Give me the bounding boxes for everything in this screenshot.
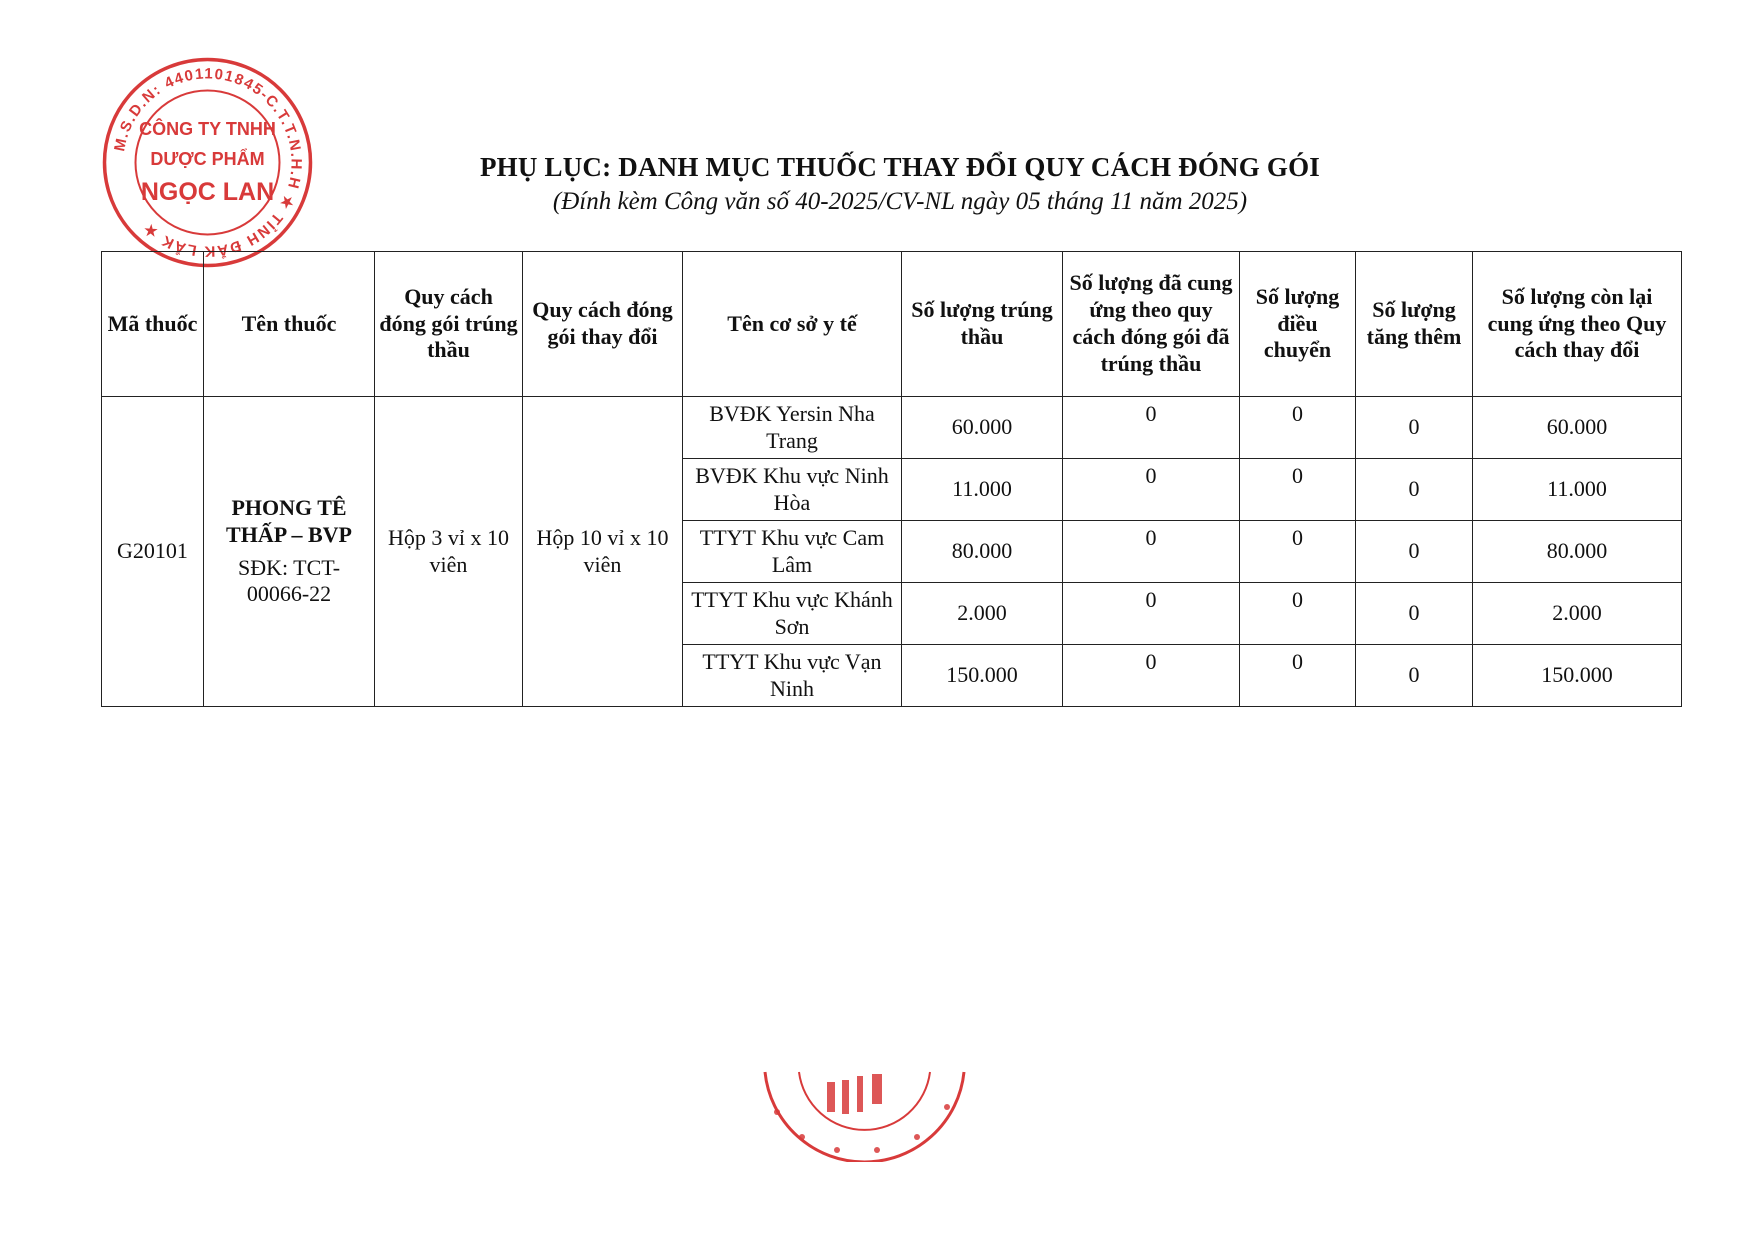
qty-transferred-cell: 0 (1240, 459, 1356, 521)
header-drug-code: Mã thuốc (102, 252, 204, 397)
company-stamp (100, 55, 315, 270)
svg-text:DƯỢC PHẨM: DƯỢC PHẨM (150, 149, 265, 169)
qty-remaining-cell: 2.000 (1473, 583, 1682, 645)
drug-packaging-table (101, 251, 1682, 707)
qty-transferred-cell: 0 (1240, 583, 1356, 645)
qty-supplied-cell: 0 (1063, 521, 1240, 583)
qty-won-cell: 60.000 (902, 397, 1063, 459)
partial-stamp-fragment (757, 1052, 972, 1162)
header-qty-transferred: Số lượng điều chuyển (1240, 252, 1356, 397)
qty-remaining-cell: 60.000 (1473, 397, 1682, 459)
qty-remaining-cell: 11.000 (1473, 459, 1682, 521)
qty-won-cell: 80.000 (902, 521, 1063, 583)
header-qty-added: Số lượng tăng thêm (1356, 252, 1473, 397)
qty-transferred-cell: 0 (1240, 397, 1356, 459)
header-pack-won: Quy cách đóng gói trúng thầu (375, 252, 523, 397)
table-row (102, 397, 1682, 459)
header-drug-name: Tên thuốc (204, 252, 375, 397)
qty-supplied-cell: 0 (1063, 645, 1240, 707)
qty-transferred-cell: 0 (1240, 521, 1356, 583)
qty-supplied-cell: 0 (1063, 459, 1240, 521)
qty-remaining-cell: 150.000 (1473, 645, 1682, 707)
facility-cell: BVĐK Khu vực Ninh Hòa (683, 459, 902, 521)
header-facility: Tên cơ sở y tế (683, 252, 902, 397)
pack-won-cell: Hộp 3 vỉ x 10 viên (375, 397, 523, 707)
header-qty-supplied: Số lượng đã cung ứng theo quy cách đóng gói đã trúng thầu (1063, 252, 1240, 397)
page-title: PHỤ LỤC: DANH MỤC THUỐC THAY ĐỔI QUY CÁCH ĐÓNG GÓI (479, 152, 1321, 182)
table-header-row (102, 252, 1682, 397)
svg-text:M.S.D.N: 4401101845-C.T.T.N.H.: M.S.D.N: 4401101845-C.T.T.N.H.H ★ TỈNH ĐẮK LẮK ★ (111, 65, 305, 260)
drug-name: PHONG TÊ THẤP – BVP (226, 494, 352, 547)
qty-transferred-cell: 0 (1240, 645, 1356, 707)
qty-added-cell: 0 (1356, 459, 1473, 521)
header-pack-new: Quy cách đóng gói thay đổi (523, 252, 683, 397)
drug-name-cell (204, 397, 375, 707)
qty-added-cell: 0 (1356, 645, 1473, 707)
svg-text:CÔNG TY TNHH: CÔNG TY TNHH (139, 119, 276, 139)
qty-added-cell: 0 (1356, 521, 1473, 583)
header-qty-remaining: Số lượng còn lại cung ứng theo Quy cách thay đổi (1473, 252, 1682, 397)
qty-won-cell: 11.000 (902, 459, 1063, 521)
svg-text:NGỌC LAN: NGỌC LAN (140, 178, 275, 206)
facility-cell: TTYT Khu vực Cam Lâm (683, 521, 902, 583)
qty-added-cell: 0 (1356, 397, 1473, 459)
qty-supplied-cell: 0 (1063, 397, 1240, 459)
facility-cell: TTYT Khu vực Khánh Sơn (683, 583, 902, 645)
qty-won-cell: 150.000 (902, 645, 1063, 707)
pack-new-cell: Hộp 10 vỉ x 10 viên (523, 397, 683, 707)
qty-supplied-cell: 0 (1063, 583, 1240, 645)
drug-registration: SĐK: TCT-00066-22 (237, 554, 341, 607)
facility-cell: BVĐK Yersin Nha Trang (683, 397, 902, 459)
qty-added-cell: 0 (1356, 583, 1473, 645)
header-qty-won: Số lượng trúng thầu (902, 252, 1063, 397)
facility-cell: TTYT Khu vực Vạn Ninh (683, 645, 902, 707)
page-subtitle: (Đính kèm Công văn số 40-2025/CV-NL ngày 05 tháng 11 năm 2025) (552, 188, 1248, 215)
qty-won-cell: 2.000 (902, 583, 1063, 645)
drug-code-cell: G20101 (102, 397, 204, 707)
qty-remaining-cell: 80.000 (1473, 521, 1682, 583)
